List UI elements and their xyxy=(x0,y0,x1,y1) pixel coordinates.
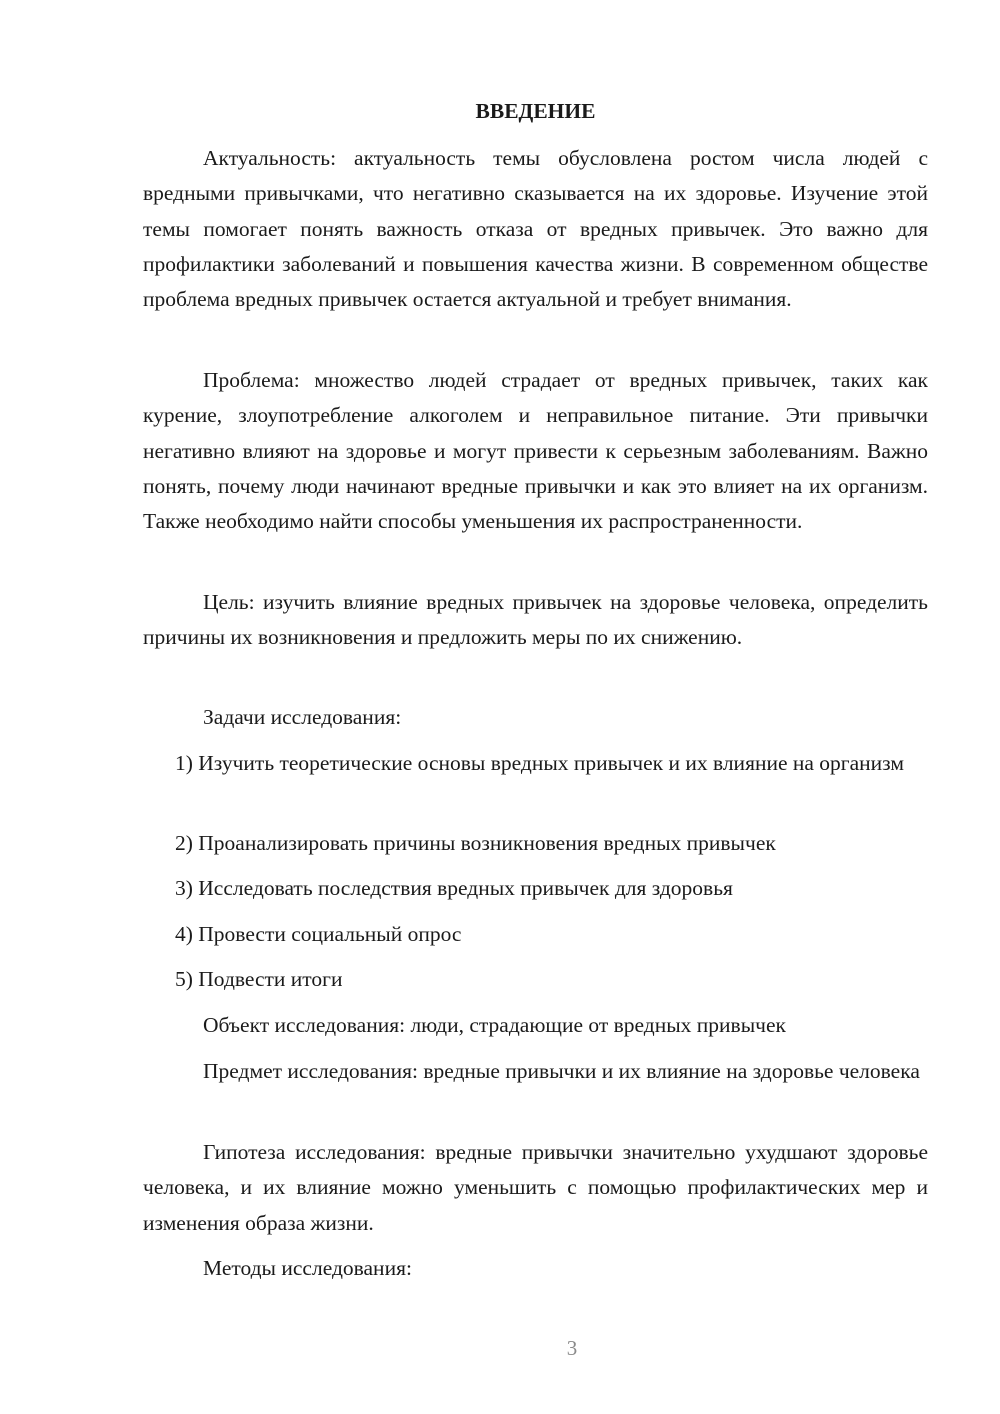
paragraph-hypothesis: Гипотеза исследования: вредные привычки значительно ухудшают здоровье человека, и их влияние можно уменьшить с помощью профилактических мер и изменения образа жизни. xyxy=(143,1140,928,1235)
paragraph-object: Объект исследования: люди, страдающие от вредных привычек xyxy=(203,1013,786,1037)
task-item-3: 3) Исследовать последствия вредных привычек для здоровья xyxy=(175,876,733,900)
paragraph-problem: Проблема: множество людей страдает от вредных привычек, таких как курение, злоупотребление алкоголем и неправильное питание. Эти привычки негативно влияют на здоровье и могут привести к серьезным заболеваниям. Важно понять, почему люди начинают вредные привычки и как это влияет на их организм. Также необходимо найти способы уменьшения их распространенности. xyxy=(143,368,928,534)
page-number-text: 3 xyxy=(566,1336,578,1360)
task-item-5: 5) Подвести итоги xyxy=(175,967,343,991)
page-number xyxy=(72,1333,1000,1363)
task-item-1: 1) Изучить теоретические основы вредных привычек и их влияние на организм xyxy=(175,751,904,775)
task-item-2: 2) Проанализировать причины возникновения вредных привычек xyxy=(175,831,776,855)
task-item-4: 4) Провести социальный опрос xyxy=(175,922,462,946)
methods-heading: Методы исследования: xyxy=(203,1256,412,1280)
paragraph-subject: Предмет исследования: вредные привычки и их влияние на здоровье человека xyxy=(203,1059,920,1083)
section-heading: ВВЕДЕНИЕ xyxy=(475,99,596,123)
paragraph-goal: Цель: изучить влияние вредных привычек на здоровье человека, определить причины их возникновения и предложить меры по их снижению. xyxy=(143,590,928,650)
paragraph-relevance: Актуальность: актуальность темы обусловлена ростом числа людей с вредными привычками, что негативно сказывается на их здоровье. Изучение этой темы помогает понять важность отказа от вредных привычек. Это важно для профилактики заболеваний и повышения качества жизни. В современном обществе проблема вредных привычек остается актуальной и требует внимания. xyxy=(143,146,928,312)
tasks-heading: Задачи исследования: xyxy=(203,705,402,729)
